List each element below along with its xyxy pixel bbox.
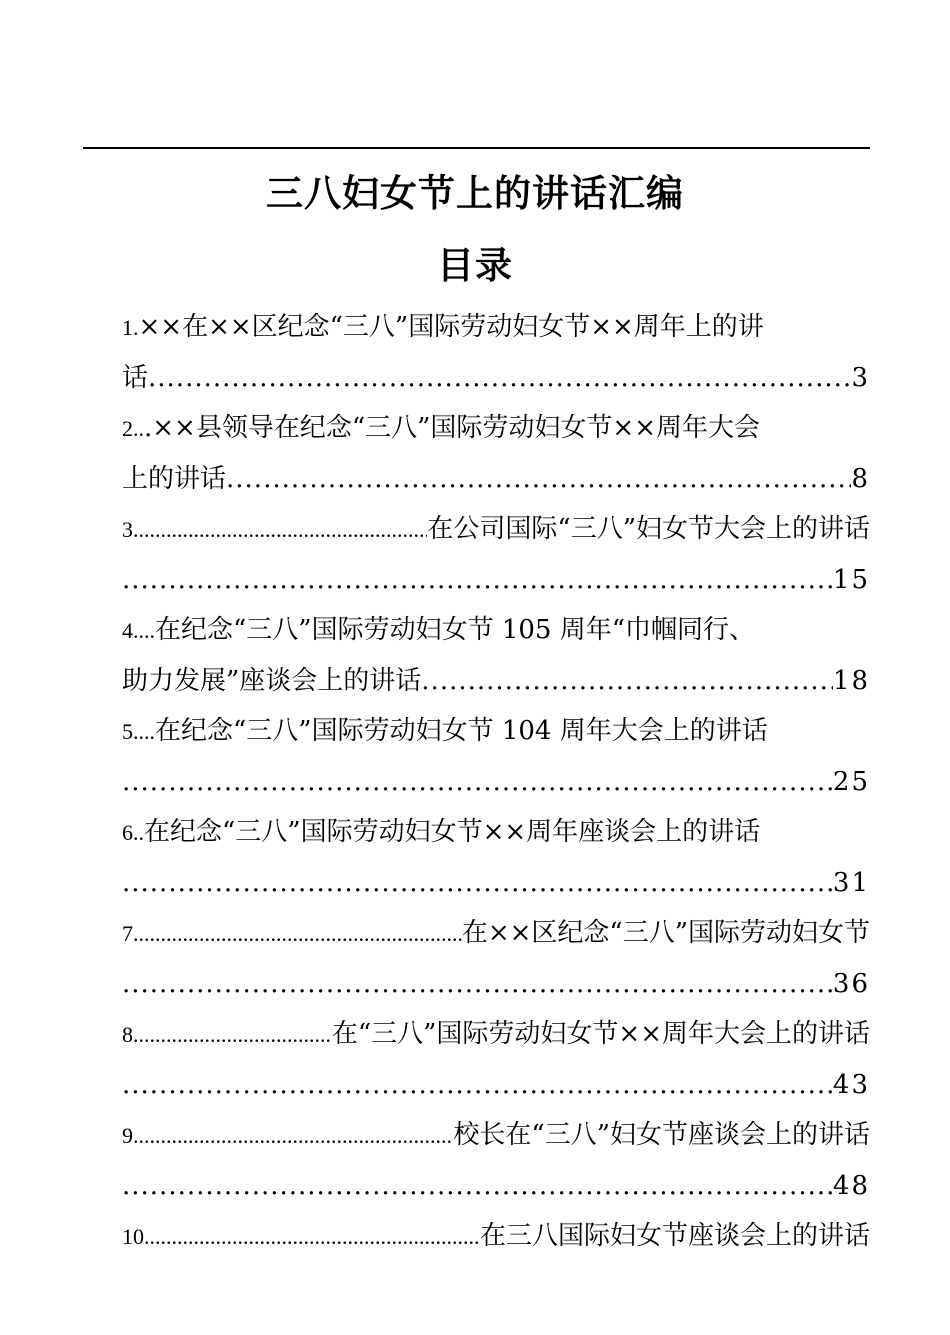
- dot-leader: [133, 909, 462, 959]
- toc-entry-title: 校长在“三八”妇女节座谈会上的讲话: [453, 1120, 870, 1150]
- toc-entry-title: 在××区纪念“三八”国际劳动妇女节: [461, 918, 870, 948]
- toc-entry-number: 2..: [122, 416, 144, 441]
- toc-entry-number: 9: [122, 1123, 133, 1148]
- toc-page-number: 48: [832, 1170, 870, 1201]
- dot-leader: [122, 858, 833, 909]
- toc-entry-number: 6..: [122, 820, 144, 845]
- toc-entry-title: 在纪念“三八”国际劳动妇女节 104 周年大会上的讲话: [155, 716, 768, 746]
- toc-page-number: 25: [832, 766, 870, 797]
- dot-leader: [133, 1010, 332, 1060]
- toc-page-number: 43: [832, 1069, 870, 1100]
- toc-page-number: 31: [832, 867, 870, 898]
- dot-leader: [226, 454, 851, 505]
- toc-entry-title: ××在××区纪念“三八”国际劳动妇女节××周年上的讲: [138, 312, 764, 342]
- toc-entry-number: 1.: [122, 315, 139, 340]
- dot-leader: [133, 505, 427, 555]
- toc-entry-2[interactable]: [122, 403, 870, 504]
- toc-entry-1[interactable]: [122, 302, 870, 403]
- toc-page-number: 3: [851, 362, 870, 393]
- toc-entry-5[interactable]: [122, 706, 870, 807]
- toc-entry-title: .××县领导在纪念“三八”国际劳动妇女节××周年大会: [144, 413, 760, 443]
- toc-entry-3[interactable]: [122, 504, 870, 605]
- toc-entry-number: 3: [122, 517, 133, 542]
- toc-entry-title-continued: 上的讲话: [122, 463, 227, 494]
- toc-heading: 目录: [437, 244, 513, 287]
- dot-leader: [122, 1060, 833, 1111]
- dot-leader: [122, 555, 833, 606]
- table-of-contents: [122, 302, 870, 1262]
- toc-entry-number: 7: [122, 921, 133, 946]
- toc-entry-title: 在纪念“三八”国际劳动妇女节 105 周年“巾帼同行、: [155, 615, 756, 645]
- toc-entry-9[interactable]: [122, 1110, 870, 1211]
- dot-leader: [421, 656, 833, 707]
- dot-leader: [122, 757, 833, 808]
- toc-entry-number: 4....: [122, 618, 155, 643]
- toc-page-number: 8: [851, 463, 870, 494]
- toc-entry-number: 5....: [122, 719, 155, 744]
- toc-entry-title-continued: 话: [122, 362, 149, 393]
- toc-entry-8[interactable]: [122, 1009, 870, 1110]
- document-title: 三八妇女节上的讲话汇编: [266, 172, 684, 215]
- header-rule: [83, 147, 870, 149]
- toc-page-number: 15: [832, 564, 870, 595]
- toc-entry-6[interactable]: [122, 807, 870, 908]
- dot-leader: [133, 1111, 453, 1161]
- toc-entry-7[interactable]: [122, 908, 870, 1009]
- toc-entry-title: 在公司国际“三八”妇女节大会上的讲话: [427, 514, 870, 544]
- toc-entry-number: 8: [122, 1022, 133, 1047]
- toc-entry-4[interactable]: [122, 605, 870, 706]
- toc-entry-title: 在三八国际妇女节座谈会上的讲话: [479, 1221, 870, 1251]
- dot-leader: [122, 1161, 833, 1212]
- toc-entry-title: 在纪念“三八”国际劳动妇女节××周年座谈会上的讲话: [144, 817, 761, 847]
- dot-leader: [144, 1212, 480, 1262]
- toc-entry-title: 在“三八”国际劳动妇女节××周年大会上的讲话: [331, 1019, 870, 1049]
- toc-page-number: 18: [832, 665, 870, 696]
- toc-page-number: 36: [832, 968, 870, 999]
- dot-leader: [148, 353, 851, 404]
- dot-leader: [122, 959, 833, 1010]
- toc-entry-title-continued: 助力发展”座谈会上的讲话: [122, 665, 422, 696]
- toc-entry-10[interactable]: [122, 1211, 870, 1262]
- toc-entry-number: 10: [122, 1224, 144, 1249]
